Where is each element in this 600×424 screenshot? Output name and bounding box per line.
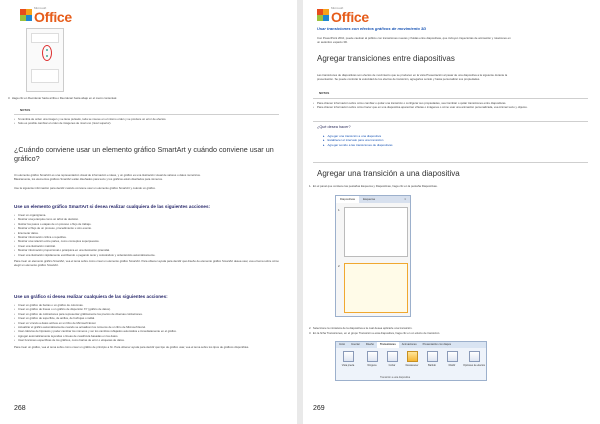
- wipe-icon: [427, 351, 438, 362]
- notes-label: NOTAS: [319, 91, 330, 95]
- smartart-after: Para crear un elemento gráfico SmartArt, vea el tema sobre cómo crear un elemento gráfico SmartArt. Para obtener ayuda para decidir qué diseño de elemento gráfico SmartArt desea usar, vea el tema sobre cómo elegir un elemento gráfico SmartArt.: [14, 260, 279, 267]
- step-3: 3. En la ficha Transiciones, en el grupo Transición a esta diapositiva, haga clic en un efecto de transición.: [309, 331, 441, 335]
- list-item: • Si cambia de orden una imagen y se tiene pulsado, toda se mueve en el mismo orden y se produce un error de efectos.: [14, 117, 284, 121]
- page-number: 269: [313, 405, 325, 412]
- ribbon-screenshot: [335, 341, 487, 381]
- ribbon-tab-transiciones[interactable]: Transiciones: [377, 342, 399, 348]
- list-item: • Actualizar el gráfico automáticamente cuando se actualicen los números de un libro de Microsoft Excel.: [14, 325, 284, 329]
- list-item: • Crear una ilustración matricial.: [14, 244, 284, 248]
- smartart-heading: Use un elemento gráfico SmartArt si desea realizar cualquiera de las siguientes acciones:: [14, 204, 211, 209]
- transition-wipe-button[interactable]: Barrido: [422, 351, 442, 371]
- transition-split-button[interactable]: Dividir: [442, 351, 462, 371]
- list-item: • Usar cálculos de hipótesis y poder cambiar los números y ver los cambios reflejados automática e inmediatamente en el gráfico.: [14, 329, 284, 333]
- section-heading: Agregar una transición a una diapositiva: [317, 169, 460, 178]
- reorder-screenshot: [26, 28, 64, 92]
- link-add-transition[interactable]: ▸ Agregar una transición a una diapositiva: [323, 134, 393, 138]
- preview-button[interactable]: Vista previa: [338, 351, 358, 371]
- notes-list: [14, 117, 284, 126]
- pane-tabs: [336, 196, 410, 203]
- office-logo: Microsoft Office: [317, 6, 369, 24]
- ribbon-tab-insertar[interactable]: Insertar: [351, 343, 360, 346]
- page-heading: ¿Cuándo conviene usar un elemento gráfico SmartArt y cuándo conviene usar un gráfico?: [14, 145, 274, 163]
- list-item: • Crear un gráfico de líneas o un gráfico de dispersión XY (gráfico de datos).: [14, 307, 284, 311]
- transition-fade-button[interactable]: Desvanecer: [402, 351, 422, 371]
- close-icon[interactable]: ×: [404, 197, 406, 201]
- transition-none-button[interactable]: Ninguna: [362, 351, 382, 371]
- chart-heading: Use un gráfico si desea realizar cualquiera de las siguientes acciones:: [14, 294, 168, 299]
- ribbon-group-label: Transición a esta diapositiva: [380, 376, 411, 379]
- list-item: • Solo es posible cambiar el orden de imágenes de nivel uno (nivel superior).: [14, 121, 284, 125]
- transitions-heading: Agregar transiciones entre diapositivas: [317, 54, 455, 63]
- list-item: • Ilustrar los pasos o etapas de un proceso o flujo de trabajo.: [14, 222, 284, 226]
- list-item: • Agregar automáticamente leyendas o líneas de cuadrícula basadas en los datos.: [14, 334, 284, 338]
- list-item: • Mostrar información proporcional o jerárquica en una ilustración piramidal.: [14, 248, 284, 252]
- list-item: • Usar funciones específicas de los gráficos, como barras de error o etiquetas de datos.: [14, 338, 284, 342]
- ribbon-tabs: [336, 342, 486, 348]
- none-icon: [367, 351, 378, 362]
- link-add-sound[interactable]: ▸ Agregar sonido a las transiciones de diapositivas: [323, 143, 393, 147]
- preview-icon: [343, 351, 354, 362]
- link-set-interval[interactable]: ▸ Establecer el intervalo para una transición: [323, 138, 393, 142]
- ribbon-tab-presentacion[interactable]: Presentación con diapos: [422, 343, 452, 346]
- slide-thumbnail-selected[interactable]: [344, 263, 408, 313]
- chart-list: [14, 303, 284, 343]
- cut-icon: [387, 351, 398, 362]
- list-item: • Para obtener información sobre cómo cambiar o quitar una transición o configurar sus propiedades, vea Cambiar o quitar transiciones entre diapositivas.: [313, 101, 593, 105]
- step-1: 1. En el panel que contiene las pestañas Esquema y Diapositivas, haga clic en la pestaña Diapositivas.: [309, 184, 438, 188]
- office-logo: Microsoft Office: [20, 6, 72, 24]
- notes-list: [313, 101, 593, 110]
- list-item: • Crear un gráfico de barras o un gráfico de columnas.: [14, 303, 284, 307]
- office-logo-icon: [20, 9, 32, 22]
- step-2: 2. Seleccione la miniatura de la diapositiva a la cual desea aplicarle una transición.: [309, 326, 413, 330]
- page-right: Microsoft Office Usar transiciones con efectos gráficos de movimiento 3D Con PowerPoint 2010, puede cautivar al público con transiciones nuevas y fluidas entre diapositivas, que incluyen trayectorias de animación y rotaciones en un auténtico espacio 3D. Agregar transiciones entre diapositivas Las transiciones de diapositivas son efectos de movimiento que se producen en la vista Presentación al pasar de una diapositiva a la siguiente durante la presentación. Se puede controlar la velocidad de los efectos de transición, agregarles sonido y hasta personalizar sus propiedades. NOTAS • Para obtener información sobre cómo cambiar o quitar una transición o configurar sus propiedades, vea Cambiar o quitar transiciones entre diapositivas. • Para obtener información sobre cómo hacer que en una diapositiva aparezcan viñetas o imágenes o cómo usar una animación personalizada, vea Animar texto y objetos. ¿Qué desea hacer? ▸ Agregar una transición a una diapositiva ▸ Establecer el intervalo para una transición ▸ Agregar sonido a las transiciones de diapositivas Agregar una transición a una diapositiva 1. En el panel que contiene las pestañas Esquema y Diapositivas, haga clic en la pestaña Diapositivas. Diapositivas Esquema × 1 2 2. Seleccione la miniatura de la diapositiva a la cual desea aplicarle una transición. 3. En la ficha Transiciones, en el grupo Transición a esta diapositiva, haga clic en un efecto de transición. Inicio Insertar Diseño Transiciones Animaciones Presentación con diapos Vista previa Ninguna Cortar Desvanecer Barrido Dividir Opciones de efectos Transición a esta diapositiva 269: [303, 0, 600, 424]
- chart-after: Para crear un gráfico, vea el tema sobre cómo crear un gráfico de principio a fin. Para obtener ayuda para decidir qué tipo de gráfico usar, vea el tema sobre los tipos de gráficos disponibles.: [14, 346, 250, 349]
- list-item: • Crear un gráfico de superficie, de anillos, de burbujas o radial.: [14, 316, 284, 320]
- tab-esquema[interactable]: Esquema: [363, 197, 375, 201]
- list-item: • Crear un gráfico de cotizaciones para representar gráficamente los precios de diversas cotizaciones.: [14, 312, 284, 316]
- ribbon-tab-diseno[interactable]: Diseño: [365, 343, 374, 346]
- list-item: • Crear un vínculo a datos activos en un libro de Microsoft Excel.: [14, 321, 284, 325]
- list-item: • Crear una ilustración rápidamente escribiendo o pegando texto y colocándolo y ordenándolo automáticamente.: [14, 253, 284, 257]
- list-item: • Enumerar datos.: [14, 231, 284, 235]
- page-left: Microsoft Office 3. Haga clic en Reordenar hacia arriba o Reordenar hacia abajo en el menú contextual. NOTAS • Si cambia de orden una imagen y se tiene pulsado, toda se mueve en el mismo orden y se produce un error de efectos. • Solo es posible cambiar el orden de imágenes de nivel uno (nivel superior). ¿Cuándo conviene usar un elemento gráfico SmartArt y cuándo conviene usar un gráfico? Un elemento gráfico SmartArt es una representación visual de información e ideas, y un gráfico es una ilustración visual de valores o datos numéricos. Básicamente, los elementos gráficos SmartArt están diseñados para texto y los gráficos están diseñados para números. Use la siguiente información para decidir cuándo conviene usar un elemento gráfico SmartArt y cuándo un gráfico. Use un elemento gráfico SmartArt si desea realizar cualquiera de las siguientes acciones: • Crear un organigrama. • Mostrar una jerarquía como un árbol de decisión. • Ilustrar los pasos o etapas de un proceso o flujo de trabajo. • Mostrar el flujo de un proceso, procedimiento u otro evento. • Enumerar datos. • Mostrar información cíclica o repetitiva. • Mostrar una relación entre partes, como conceptos superpuestos. • Crear una ilustración matricial. • Mostrar información proporcional o jerárquica en una ilustración piramidal. • Crear una ilustración rápidamente escribiendo o pegando texto y colocándolo y ordenándolo automáticamente. Para crear un elemento gráfico SmartArt, vea el tema sobre cómo crear un elemento gráfico SmartArt. Para obtener ayuda para decidir qué diseño de elemento gráfico SmartArt desea usar, vea el tema sobre cómo elegir un elemento gráfico SmartArt. Use un gráfico si desea realizar cualquiera de las siguientes acciones: • Crear un gráfico de barras o un gráfico de columnas. • Crear un gráfico de líneas o un gráfico de dispersión XY (gráfico de datos). • Crear un gráfico de cotizaciones para representar gráficamente los precios de diversas cotizaciones. • Crear un gráfico de superficie, de anillos, de burbujas o radial. • Crear un vínculo a datos activos en un libro de Microsoft Excel. • Actualizar el gráfico automáticamente cuando se actualicen los números de un libro de Microsoft Excel. • Usar cálculos de hipótesis y poder cambiar los números y ver los cambios reflejados automática e inmediatamente en el gráfico. • Agregar automáticamente leyendas o líneas de cuadrícula basadas en los datos. • Usar funciones específicas de los gráficos, como barras de error o etiquetas de datos. Para crear un gráfico, vea el tema sobre cómo crear un gráfico de principio a fin. Para obtener ayuda para decidir qué tipo de gráfico usar, vea el tema sobre los tipos de gráficos disponibles. 268: [0, 0, 297, 424]
- want-links: [323, 134, 393, 147]
- transition-cut-button[interactable]: Cortar: [382, 351, 402, 371]
- office-logo-icon: [317, 9, 329, 22]
- list-item: • Mostrar información cíclica o repetitiva.: [14, 235, 284, 239]
- highlight-oval: [42, 45, 52, 61]
- split-icon: [447, 351, 458, 362]
- doc-title: Usar transiciones con efectos gráficos de movimiento 3D: [317, 26, 427, 31]
- list-item: • Mostrar una relación entre partes, como conceptos superpuestos.: [14, 239, 284, 243]
- list-item: • Para obtener información sobre cómo hacer que en una diapositiva aparezcan viñetas o imágenes o cómo usar una animación personalizada, vea Animar texto y objetos.: [313, 105, 593, 109]
- step-reorder: 3. Haga clic en Reordenar hacia arriba o Reordenar hacia abajo en el menú contextual.: [8, 96, 117, 100]
- tab-diapositivas[interactable]: Diapositivas: [336, 196, 359, 203]
- slides-pane-screenshot: Diapositivas Esquema × 1 2: [335, 195, 411, 317]
- effect-options-icon: [469, 351, 480, 362]
- effect-options-button[interactable]: Opciones de efectos: [464, 351, 484, 371]
- list-item: • Crear un organigrama.: [14, 213, 284, 217]
- want-heading: ¿Qué desea hacer?: [317, 125, 351, 129]
- smartart-list: [14, 213, 284, 257]
- list-item: • Mostrar el flujo de un proceso, procedimiento u otro evento.: [14, 226, 284, 230]
- notes-label: NOTAS: [20, 108, 31, 112]
- fade-icon: [407, 351, 418, 362]
- ribbon-tab-inicio[interactable]: Inicio: [339, 343, 346, 346]
- ribbon-tab-animaciones[interactable]: Animaciones: [401, 343, 417, 346]
- slide-thumbnail[interactable]: [344, 207, 408, 257]
- list-item: • Mostrar una jerarquía como un árbol de decisión.: [14, 217, 284, 221]
- page-number: 268: [14, 405, 26, 412]
